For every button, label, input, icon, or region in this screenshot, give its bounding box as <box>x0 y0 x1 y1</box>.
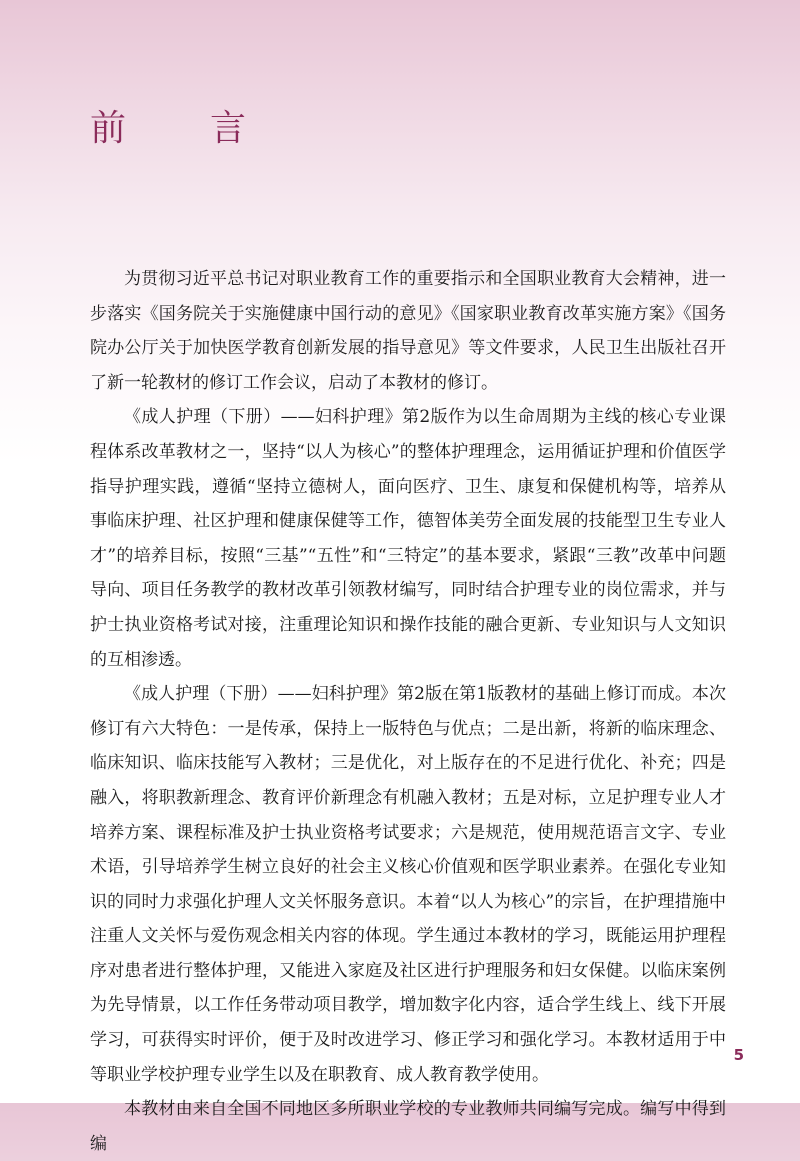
page-title: 前 言 <box>90 108 271 149</box>
paragraph-2: 《成人护理（下册）——妇科护理》第2版作为以生命周期为主线的核心专业课程体系改革教材之一，坚持“以人为核心”的整体护理理念，运用循证护理和价值医学指导护理实践，遵循“坚持立德树人，面向医疗、卫生、康复和保健机构等，培养从事临床护理、社区护理和健康保健等工作，德智体美劳全面发展的技能型卫生专业人才”的培养目标，按照“三基”“五性”和“三特定”的基本要求，紧跟“三教”改革中问题导向、项目任务教学的教材改革引领教材编写，同时结合护理专业的岗位需求，并与护士执业资格考试对接，注重理论知识和操作技能的融合更新、专业知识与人文知识的互相渗透。 <box>90 407 726 670</box>
page-number: 5 <box>733 1046 744 1064</box>
paragraph-4: 本教材由来自全国不同地区多所职业学校的专业教师共同编写完成。编写中得到编 <box>90 1099 726 1154</box>
body-text <box>90 262 726 1161</box>
paragraph-1: 为贯彻习近平总书记对职业教育工作的重要指示和全国职业教育大会精神，进一步落实《国务院关于实施健康中国行动的意见》《国家职业教育改革实施方案》《国务院办公厅关于加快医学教育创新发展的指导意见》等文件要求，人民卫生出版社召开了新一轮教材的修订工作会议，启动了本教材的修订。 <box>90 269 726 393</box>
paragraph-3: 《成人护理（下册）——妇科护理》第2版在第1版教材的基础上修订而成。本次修订有六大特色：一是传承，保持上一版特色与优点；二是出新，将新的临床理念、临床知识、临床技能写入教材；三是优化，对上版存在的不足进行优化、补充；四是融入，将职教新理念、教育评价新理念有机融入教材；五是对标，立足护理专业人才培养方案、课程标准及护士执业资格考试要求；六是规范，使用规范语言文字、专业术语，引导培养学生树立良好的社会主义核心价值观和医学职业素养。在强化专业知识的同时力求强化护理人文关怀服务意识。本着“以人为核心”的宗旨，在护理措施中注重人文关怀与爱伤观念相关内容的体现。学生通过本教材的学习，既能运用护理程序对患者进行整体护理，又能进入家庭及社区进行护理服务和妇女保健。以临床案例为先导情景，以工作任务带动项目教学，增加数字化内容，适合学生线上、线下开展学习，可获得实时评价，便于及时改进学习、修正学习和强化学习。本教材适用于中等职业学校护理专业学生以及在职教育、成人教育教学使用。 <box>90 684 726 1085</box>
